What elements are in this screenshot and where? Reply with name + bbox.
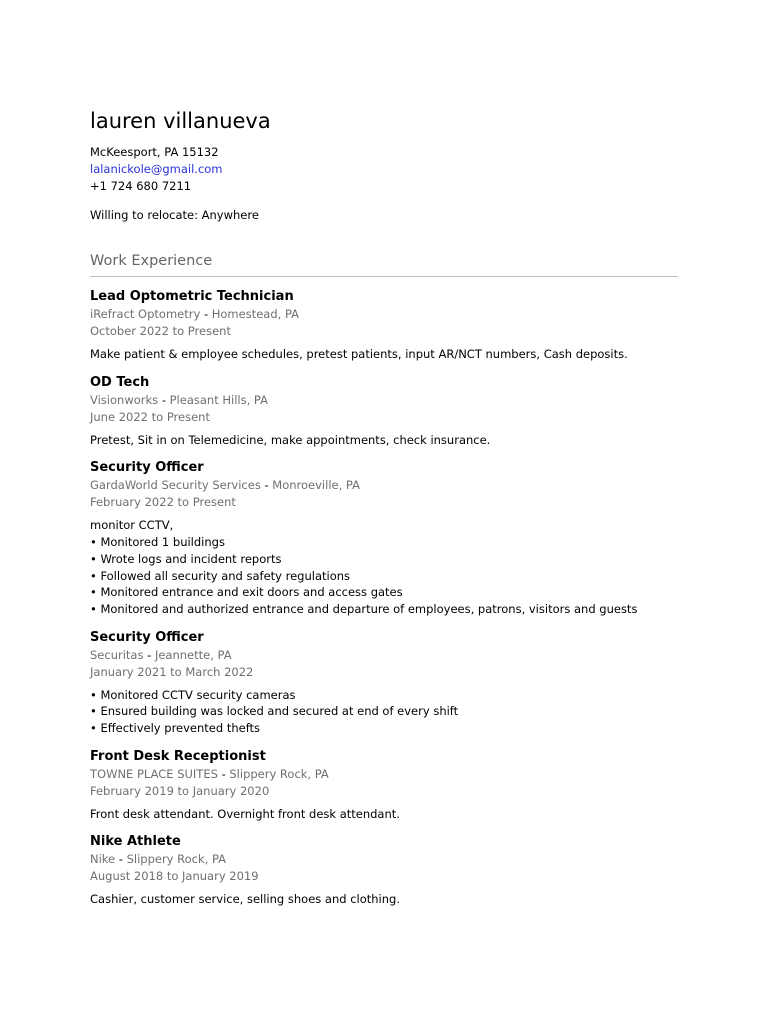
description-line: • Effectively prevented thefts xyxy=(90,721,261,736)
description-line: Pretest, Sit in on Telemedicine, make appointments, check insurance. xyxy=(90,432,491,447)
job-description xyxy=(90,687,678,737)
company-line xyxy=(90,392,678,409)
company-name: Visionworks xyxy=(90,392,159,407)
resume-page xyxy=(90,108,678,908)
job-location: Jeannette, PA xyxy=(154,647,232,662)
work-experience-heading: Work Experience xyxy=(90,251,678,277)
job-dates: January 2021 to March 2022 xyxy=(90,664,254,679)
job-description xyxy=(90,891,678,908)
relocate-text: Willing to relocate: Anywhere xyxy=(90,208,259,222)
description-line: • Followed all security and safety regulations xyxy=(90,568,351,583)
description-line: Make patient & employee schedules, pretest patients, input AR/NCT numbers, Cash deposits. xyxy=(90,347,628,361)
job-description xyxy=(90,346,678,363)
description-line: • Monitored 1 buildings xyxy=(90,535,225,550)
company-separator: - xyxy=(264,478,269,493)
description-line: • Ensured building was locked and secured at end of every shift xyxy=(90,704,459,719)
description-line: • Monitored CCTV security cameras xyxy=(90,687,296,702)
company-separator: - xyxy=(147,647,152,662)
job-location: Homestead, PA xyxy=(211,307,300,321)
job-dates: June 2022 to Present xyxy=(90,409,210,424)
company-separator: - xyxy=(118,852,123,867)
company-line xyxy=(90,306,678,323)
job-entry xyxy=(90,374,678,449)
company-name: GardaWorld Security Services xyxy=(90,478,261,493)
job-description xyxy=(90,517,678,617)
job-dates: August 2018 to January 2019 xyxy=(90,869,259,884)
job-title: Nike Athlete xyxy=(90,834,181,850)
email-link[interactable]: lalanickole@gmail.com xyxy=(90,162,223,176)
job-entry xyxy=(90,288,678,363)
job-title: Front Desk Receptionist xyxy=(90,748,266,764)
company-separator: - xyxy=(161,392,166,407)
job-location: Slippery Rock, PA xyxy=(229,766,329,781)
phone-text: +1 724 680 7211 xyxy=(90,179,192,193)
job-description xyxy=(90,806,678,823)
company-separator: - xyxy=(203,307,209,321)
description-line: Cashier, customer service, selling shoes and clothing. xyxy=(90,892,400,907)
job-location: Slippery Rock, PA xyxy=(126,852,227,867)
job-dates: February 2022 to Present xyxy=(90,495,236,510)
job-description xyxy=(90,432,678,449)
job-title: OD Tech xyxy=(90,374,150,390)
job-entry xyxy=(90,459,678,617)
candidate-name: lauren villanueva xyxy=(90,109,271,133)
job-dates: February 2019 to January 2020 xyxy=(90,783,270,798)
description-line: • Monitored and authorized entrance and departure of employees, patrons, visitors and guests xyxy=(90,601,638,616)
job-location: Monroeville, PA xyxy=(272,478,360,493)
job-entry xyxy=(90,629,678,737)
company-line xyxy=(90,647,678,664)
company-name: Securitas xyxy=(90,647,144,662)
description-line: • Monitored entrance and exit doors and access gates xyxy=(90,585,403,600)
company-line xyxy=(90,477,678,494)
location-text: McKeesport, PA 15132 xyxy=(90,145,219,159)
company-name: Nike xyxy=(90,852,116,867)
company-name: iRefract Optometry xyxy=(90,307,201,321)
company-line xyxy=(90,851,678,868)
job-location: Pleasant Hills, PA xyxy=(169,392,268,407)
company-line xyxy=(90,766,678,783)
job-title: Security Officer xyxy=(90,629,204,645)
job-title: Security Officer xyxy=(90,460,204,476)
company-separator: - xyxy=(221,766,226,781)
job-dates: October 2022 to Present xyxy=(90,324,231,338)
company-name: TOWNE PLACE SUITES xyxy=(90,766,218,781)
description-line: monitor CCTV, xyxy=(90,518,174,533)
description-line: Front desk attendant. Overnight front desk attendant. xyxy=(90,806,400,821)
job-title: Lead Optometric Technician xyxy=(90,289,294,304)
job-entry xyxy=(90,748,678,823)
jobs-list xyxy=(90,288,678,908)
job-entry xyxy=(90,833,678,908)
description-line: • Wrote logs and incident reports xyxy=(90,551,282,566)
